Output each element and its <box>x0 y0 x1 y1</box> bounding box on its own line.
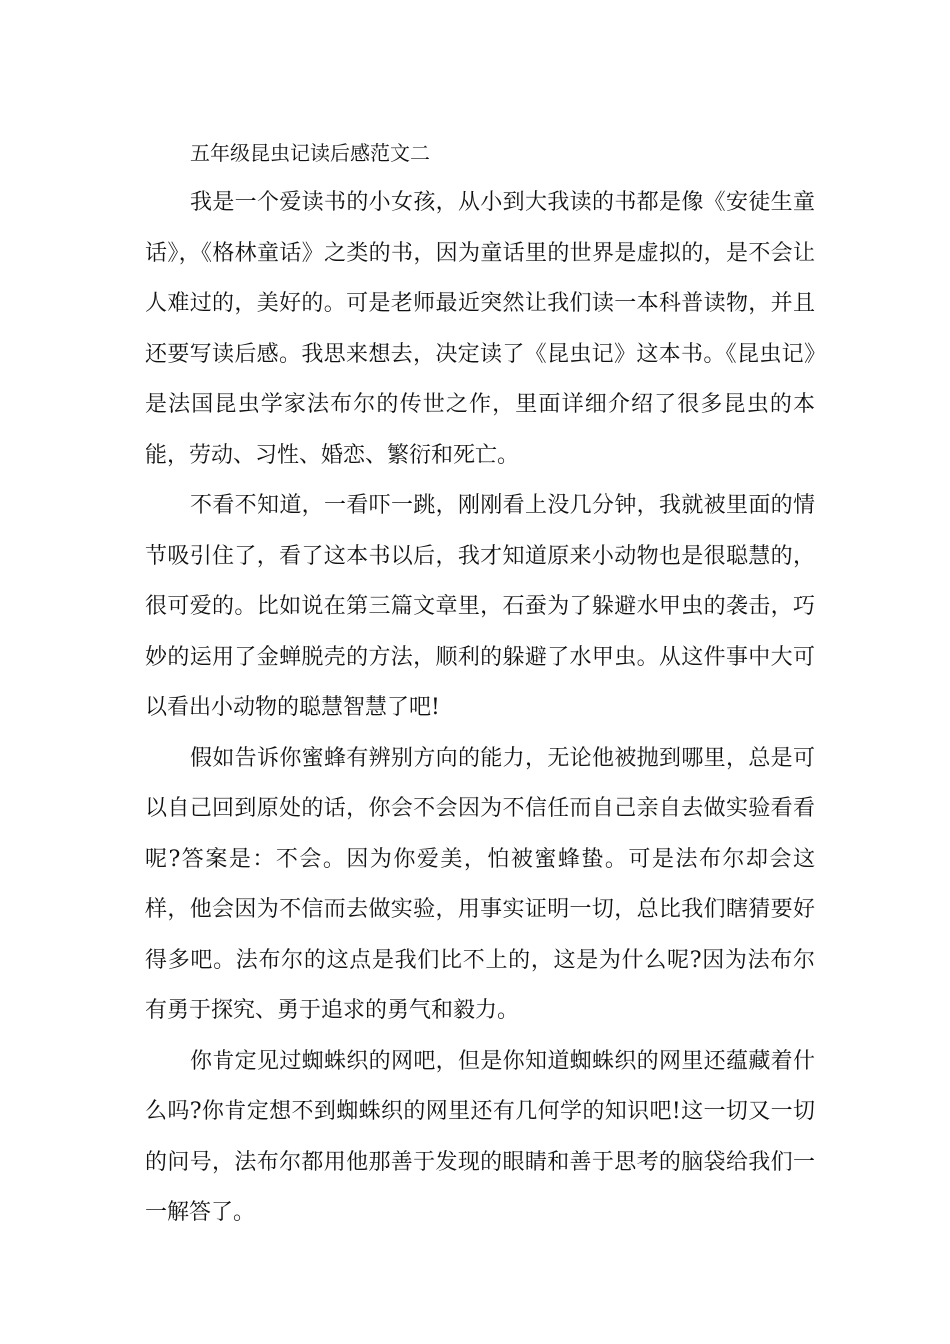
paragraph-4: 你肯定见过蜘蛛织的网吧，但是你知道蜘蛛织的网里还蕴藏着什么吗?你肯定想不到蜘蛛织的网里还有几何学的知识吧!这一切又一切的问号，法布尔都用他那善于发现的眼睛和善于思考的脑袋给我们一一解答了。 <box>145 1048 815 1225</box>
document-title: 五年级昆虫记读后感范文二 <box>190 141 430 165</box>
paragraph-1: 我是一个爱读书的小女孩，从小到大我读的书都是像《安徒生童话》，《格林童话》之类的书，因为童话里的世界是虚拟的，是不会让人难过的，美好的。可是老师最近突然让我们读一本科普读物，并且还要写读后感。我思来想去，决定读了《昆虫记》这本书。《昆虫记》是法国昆虫学家法布尔的传世之作，里面详细介绍了很多昆虫的本能，劳动、习性、婚恋、繁衍和死亡。 <box>145 190 815 468</box>
paragraph-2: 不看不知道，一看吓一跳，刚刚看上没几分钟，我就被里面的情节吸引住了，看了这本书以后，我才知道原来小动物也是很聪慧的，很可爱的。比如说在第三篇文章里，石蚕为了躲避水甲虫的袭击，巧妙的运用了金蝉脱壳的方法，顺利的躲避了水甲虫。从这件事中大可以看出小动物的聪慧智慧了吧! <box>145 493 815 720</box>
paragraph-3: 假如告诉你蜜蜂有辨别方向的能力，无论他被抛到哪里，总是可以自己回到原处的话，你会不会因为不信任而自己亲自去做实验看看呢?答案是：不会。因为你爱美，怕被蜜蜂蛰。可是法布尔却会这样，他会因为不信而去做实验，用事实证明一切，总比我们瞎猜要好得多吧。法布尔的这点是我们比不上的，这是为什么呢?因为法布尔有勇于探究、勇于追求的勇气和毅力。 <box>145 745 815 1023</box>
document-body <box>145 128 815 1239</box>
